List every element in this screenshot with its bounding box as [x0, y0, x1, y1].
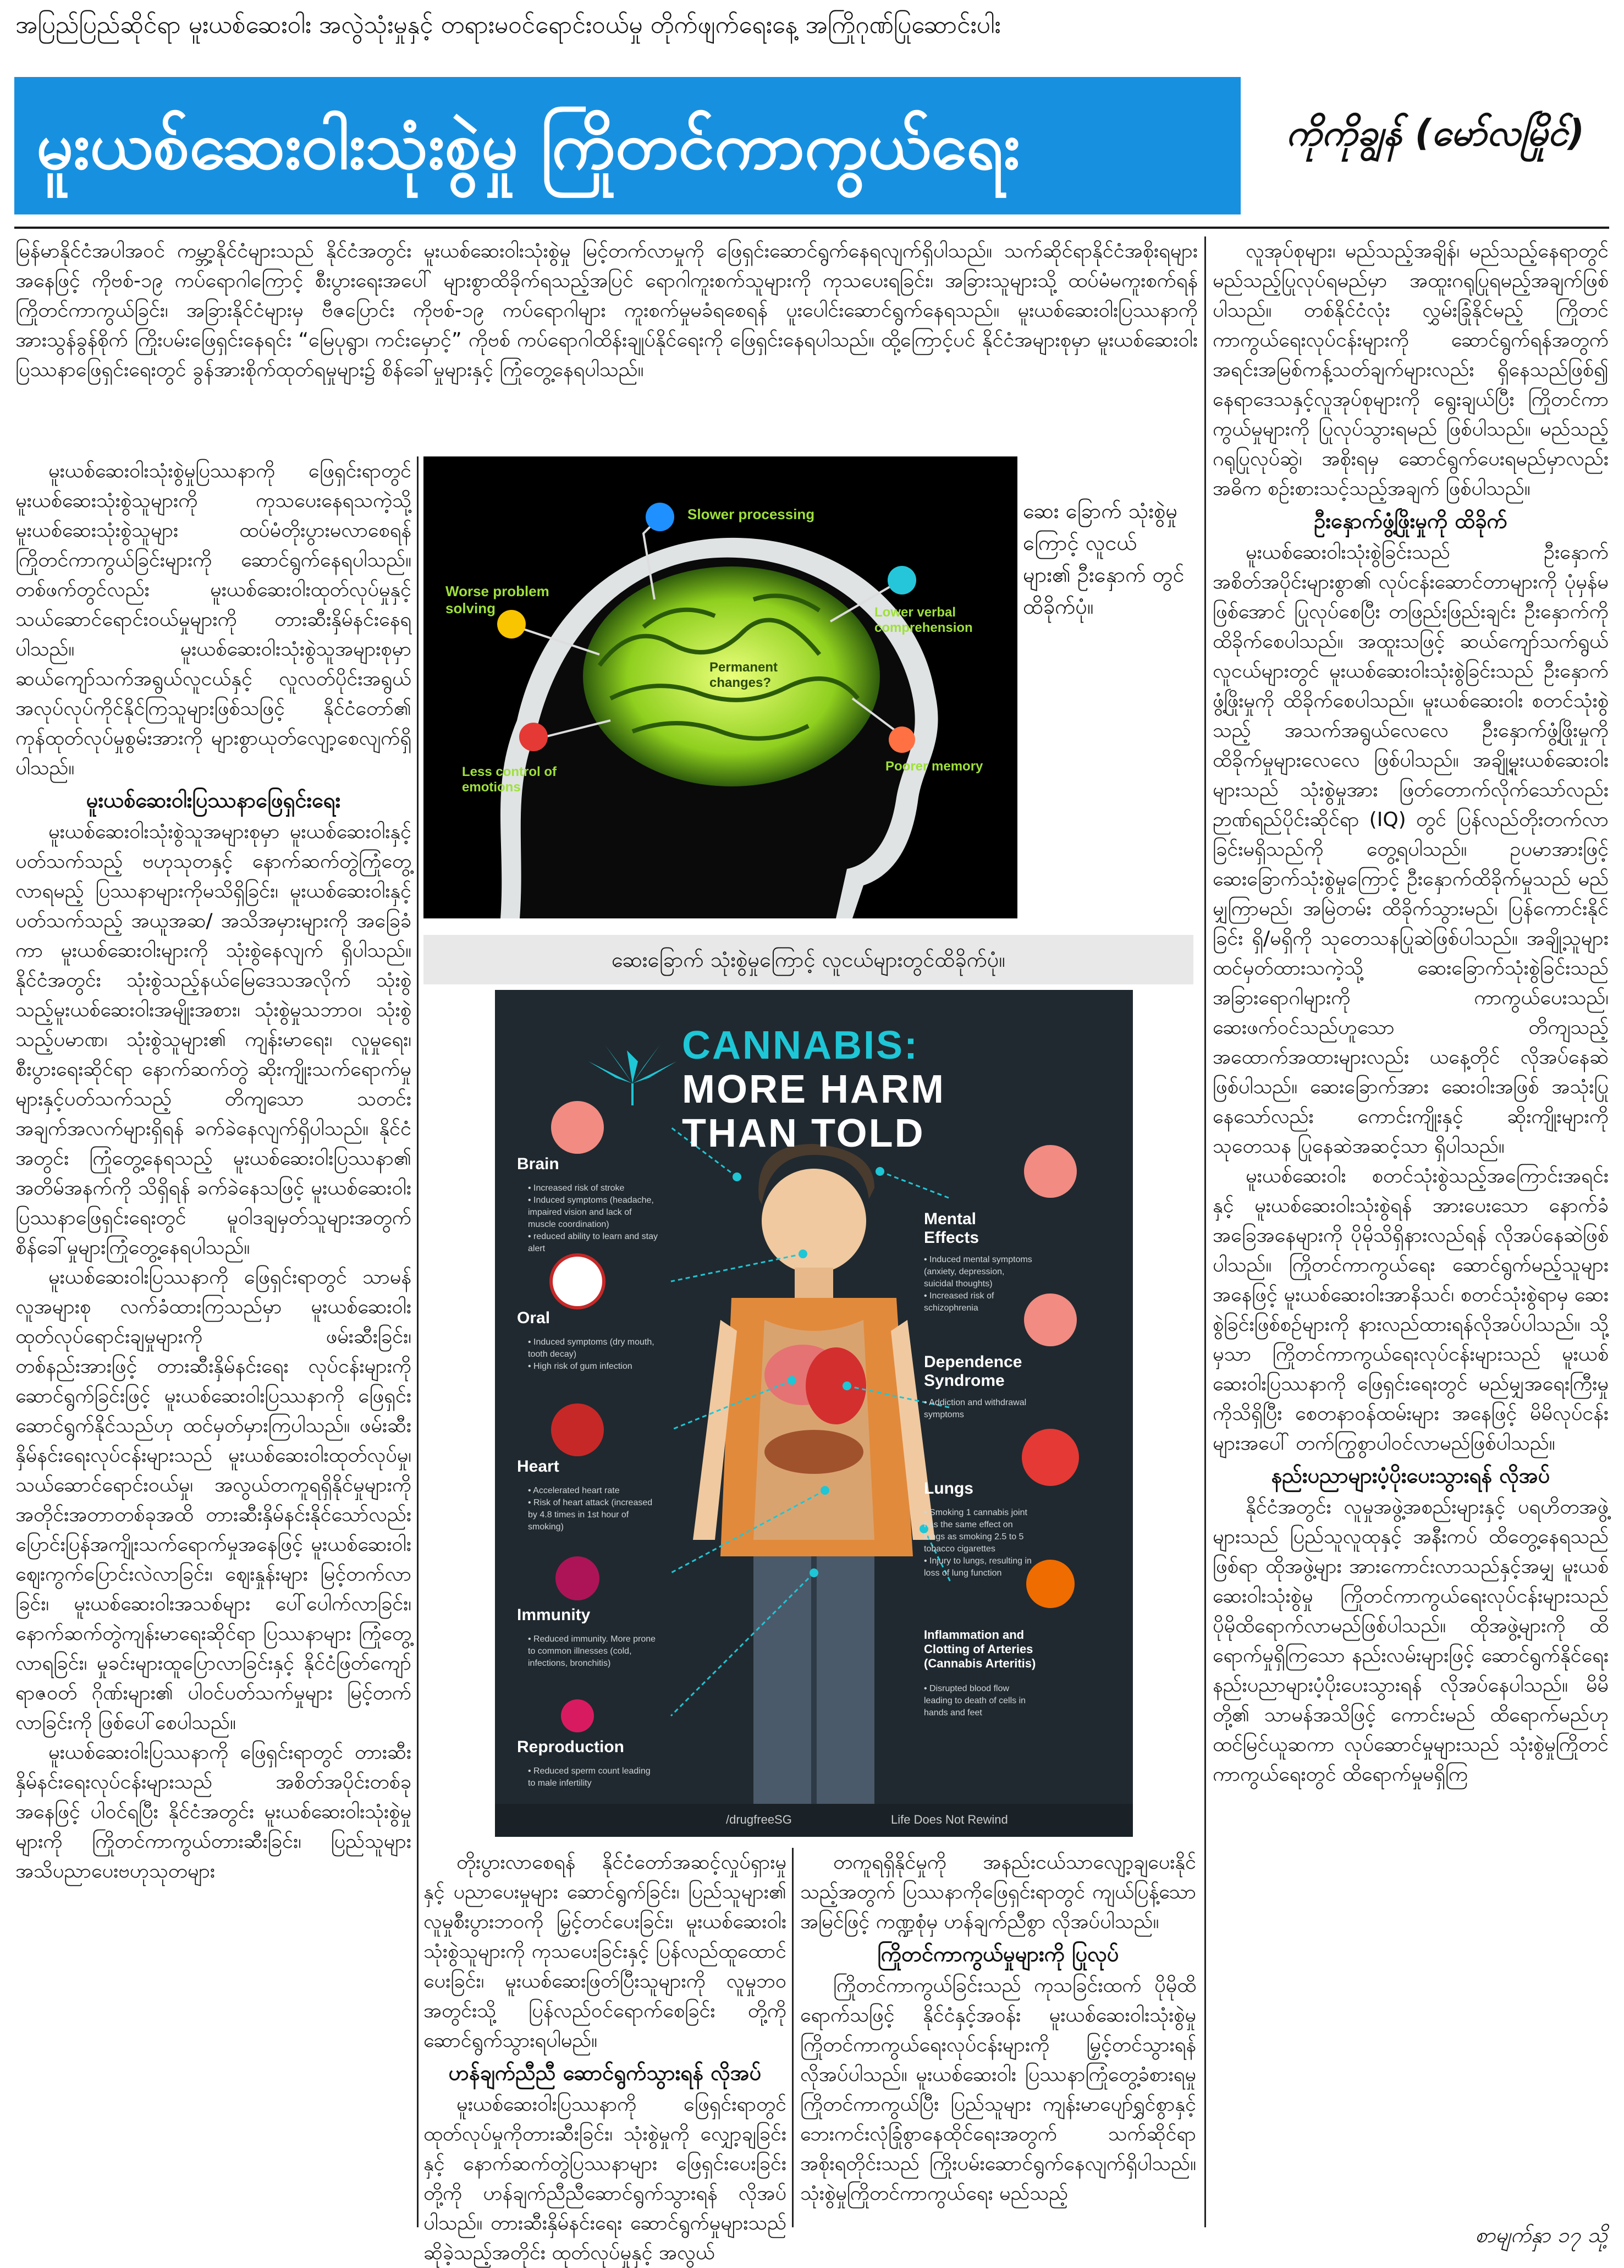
brain-label: Lower verbal comprehension	[874, 605, 973, 635]
poster-section-text: • Accelerated heart rate • Risk of heart attack (increased by 4.8 times in 1st hour of smoking)	[528, 1486, 653, 1532]
col1-p2: မူးယစ်ဆေးဝါးသုံးစွဲသူအများစုမှာ မူးယစ်ဆေးဝါးနှင့်ပတ်သက်သည့် ဗဟုသုတနှင့် နောက်ဆက်တွဲကြုံတွေ့လာရမည့် ပြဿနာများကိုမသိရှိခြင်း၊ မူးယစ်ဆေးဝါးနှင့်ပတ်သက်သည့် အယူအဆ/ အသိအမှားများကို အခြေခံကာ မူးယစ်ဆေးဝါးများကို သုံးစွဲနေလျက် ရှိပါသည်။ နိုင်ငံအတွင်း သုံးစွဲသည့်နယ်မြေဒေသအလိုက် သုံးစွဲသည့်မူးယစ်ဆေးဝါးအမျိုးအစား၊ သုံးစွဲမှုသဘာဝ၊ သုံးစွဲသည့်ပမာဏ၊ သုံးစွဲသူများ၏ ကျန်းမာရေး၊ လူမှုရေး၊ စီးပွားရေးဆိုင်ရာ နောက်ဆက်တွဲ ဆိုးကျိုးသက်ရောက်မှုများနှင့်ပတ်သက်သည့် တိကျသော သတင်းအချက်အလက်များရှိရန် ခက်ခဲနေလျက်ရှိပါသည်။ နိုင်ငံအတွင်း ကြုံတွေ့နေရသည့် မူးယစ်ဆေးဝါးပြဿနာ၏ အတိမ်အနက်ကို သိရှိရန် ခက်ခဲနေသဖြင့် မူးယစ်ဆေးဝါးပြဿနာဖြေရှင်းရေးတွင် မူဝါဒချမှတ်သူများအတွက် စိန်ခေါ်မှုများကြုံတွေ့နေရပါသည်။	[15, 821, 411, 1259]
intro-text: မြန်မာနိုင်ငံအပါအဝင် ကမ္ဘာ့နိုင်ငံများသည် နိုင်ငံအတွင်း မူးယစ်ဆေးဝါးသုံးစွဲမှု မြင့်တက်လာမှုကို ဖြေရှင်းဆောင်ရွက်နေရလျက်ရှိပါသည်။ သက်ဆိုင်ရာနိုင်ငံအစိုးရများအနေဖြင့် ကိုဗစ်-၁၉ ကပ်ရောဂါကြောင့် စီးပွားရေးအပေါ် များစွာထိခိုက်ရသည့်အပြင် ရောဂါကူးစက်သူများကို ကုသပေးရခြင်း၊ အခြားသူများသို့ ထပ်မံမကူးစက်ရန် ကြိုတင်ကာကွယ်ခြင်း၊ အခြားနိုင်ငံများမှ ဗီဇပြောင်း ကိုဗစ်-၁၉ ကပ်ရောဂါများ ကူးစက်မှုမခံရစေရန် ပူးပေါင်းဆောင်ရွက်နေရသည်။ မူးယစ်ဆေးဝါးပြဿနာကို အားသွန်ခွန်စိုက် ကြိုးပမ်းဖြေရှင်းနေရင်း “မြေပုရွာ၊ ကင်းမှောင့်” ကိုဗစ် ကပ်ရောဂါထိန်းချုပ်နိုင်ရေးကို ဖြေရှင်းနေရပါသည်။ ထို့ကြောင့်ပင် နိုင်ငံအများစုမှာ မူးယစ်ဆေးဝါးပြဿနာဖြေရှင်းရေးတွင် ခွန်အားစိုက်ထုတ်ရမှုများ၌ စိန်ခေါ်မှုများနှင့် ကြုံတွေ့နေရပါသည်။	[15, 240, 1198, 381]
column-divider	[792, 1848, 794, 2227]
poster-section-text: • Induced mental symptoms (anxiety, depression, suicidal thoughts) • Increased risk of schizophrenia	[924, 1255, 1032, 1313]
poster-section-text: • Addiction and withdrawal symptoms	[924, 1398, 1027, 1419]
column-divider	[1204, 236, 1206, 2227]
poster-section-title: Inflammation and Clotting of Arteries (Cannabis Arteritis)	[924, 1628, 1036, 1670]
column-mid-right	[800, 1848, 1196, 2233]
col1-p1: မူးယစ်ဆေးဝါးသုံးစွဲမှုပြဿနာကို ဖြေရှင်းရာတွင် မူးယစ်ဆေးသုံးစွဲသူများကို ကုသပေးနေရသကဲ့သို့ မူးယစ်ဆေးသုံးစွဲသူများ ထပ်မံတိုးပွားမလာစေရန် ကြိုတင်ကာကွယ်ခြင်းများကို ဆောင်ရွက်နေရပါသည်။ တစ်ဖက်တွင်လည်း မူးယစ်ဆေးဝါးထုတ်လုပ်မှုနှင့် သယ်ဆောင်ရောင်းဝယ်မှုများကို တားဆီးနှိမ်နင်းနေရပါသည်။ မူးယစ်ဆေးဝါးသုံးစွဲသူအများစုမှာ ဆယ်ကျော်သက်အရွယ်လူငယ်နှင့် လူလတ်ပိုင်းအရွယ် အလုပ်လုပ်ကိုင်နိုင်ကြသူများဖြစ်သဖြင့် နိုင်ငံတော်၏ ကုန်ထုတ်လုပ်မှုစွမ်းအားကို များစွာယုတ်လျော့စေလျက်ရှိပါသည်။	[15, 460, 411, 779]
poster-section-text: • Disrupted blood flow leading to death of cells in hands and feet	[924, 1684, 1026, 1717]
col3-p4: နိုင်ငံအတွင်း လူမှုအဖွဲ့အစည်းများနှင့် ပရဟိတအဖွဲ့များသည် ပြည်သူလူထုနှင့် အနီးကပ် ထိတွေ့နေရသည်ဖြစ်ရာ ထိုအဖွဲ့များ အားကောင်းလာသည်နှင့်အမျှ မူးယစ်ဆေးဝါးသုံးစွဲမှု ကြိုတင်ကာကွယ်ရေးလုပ်ငန်းများသည် ပိုမိုထိရောက်လာမည်ဖြစ်ပါသည်။ ထိုအဖွဲ့များကို ထိရောက်မှုရှိကြသော နည်းလမ်းများဖြင့် ဆောင်ရွက်နိုင်ရေး နည်းပညာများပံ့ပိုးပေးသွားရန် လိုအပ်နေပါသည်။ မိမိတို့၏ သာမန်အသိဖြင့် ကောင်းမည် ထိရောက်မည်ဟု ထင်မြင်ယူဆကာ လုပ်ဆောင်မှုများသည် သုံးစွဲမှုကြိုတင်ကာကွယ်ရေးတွင် ထိရောက်မှုမရှိကြ	[1213, 1496, 1609, 1786]
header-rule	[14, 227, 1609, 229]
mid-p2: မူးယစ်ဆေးဝါးပြဿနာကို ဖြေရှင်းရာတွင် ထုတ်လုပ်မှုကိုတားဆီးခြင်း၊ သုံးစွဲမှုကို လျှော့ချခြင်းနှင့် နောက်ဆက်တွဲပြဿနာများ ဖြေရှင်းပေးခြင်း တို့ကို ဟန်ချက်ညီညီဆောင်ရွက်သွားရန် လိုအပ်ပါသည်။ တားဆီးနှိမ်နင်းရေး ဆောင်ရွက်မှုများသည် ဆိုခဲ့သည့်အတိုင်း ထုတ်လုပ်မှုနှင့် အလွယ်	[423, 2093, 786, 2264]
column-right	[1213, 236, 1609, 2216]
poster-section-text: • Induced symptoms (dry mouth, tooth decay) • High risk of gum infection	[528, 1337, 654, 1371]
poster-section-text: • Smoking 1 cannabis joint has the same effect on lungs as smoking 2.5 to 5 tobacco cigarettes • Injury to lungs, resulting in loss of lung function	[924, 1508, 1032, 1578]
brain-label: Permanent changes?	[709, 660, 778, 690]
mid-p4: ကြိုတင်ကာကွယ်ခြင်းသည် ကုသခြင်းထက် ပိုမိုထိရောက်သဖြင့် နိုင်ငံနှင့်အဝန်း မူးယစ်ဆေးဝါးသုံးစွဲမှု ကြိုတင်ကာကွယ်ရေးလုပ်ငန်းများကို မြှင့်တင်သွားရန် လိုအပ်ပါသည်။ မူးယစ်ဆေးဝါး ပြဿနာကြုံတွေ့ခံစားရမှု ကြိုတင်ကာကွယ်ပြီး ပြည်သူများ ကျန်းမာပျော်ရွှင်စွာနှင့် ဘေးကင်းလုံခြုံစွာနေထိုင်ရေးအတွက် သက်ဆိုင်ရာအစိုးရတိုင်းသည် ကြိုးပမ်းဆောင်ရွက်နေလျက်ရှိပါသည်။ သုံးစွဲမှုကြိုတင်ကာကွယ်ရေး မည်သည့်	[800, 1974, 1196, 2205]
col3-p2: မူးယစ်ဆေးဝါးသုံးစွဲခြင်းသည် ဦးနှောက်အစိတ်အပိုင်းများစွာ၏ လုပ်ငန်းဆောင်တာများကို ပုံမှန်မဖြစ်အောင် ပြုလုပ်စေပြီး တဖြည်းဖြည်းချင်း ဦးနှောက်ကို ထိခိုက်စေပါသည်။ အထူးသဖြင့် ဆယ်ကျော်သက်ရွယ် လူငယ်များတွင် မူးယစ်ဆေးဝါးသုံးစွဲခြင်းသည် ဦးနှောက်ဖွံ့ဖြိုးမှုကို ထိခိုက်စေပါသည်။ မူးယစ်ဆေးဝါး စတင်သုံးစွဲသည့် အသက်အရွယ်လေလေ ဦးနှောက်ဖွံ့ဖြိုးမှုကို ထိခိုက်မှုများလေလေ ဖြစ်ပါသည်။ အချို့မူးယစ်ဆေးဝါးများသည် သုံးစွဲမှုအား ဖြတ်တောက်လိုက်သော်လည်း ဉာဏ်ရည်ပိုင်းဆိုင်ရာ (IQ) တွင် ပြန်လည်တိုးတက်လာခြင်းမရှိသည်ကို တွေ့ရပါသည်။ ဥပမာအားဖြင့် ဆေးခြောက်သုံးစွဲမှုကြောင့် ဦးနှောက်ထိခိုက်မှုသည် မည်မျှကြာမည်၊ အမြဲတမ်း ထိခိုက်သွားမည်၊ ပြန်ကောင်းနိုင်ခြင်း ရှိ/မရှိကို သုတေသနပြုဆဲဖြစ်ပါသည်။ အချို့သူများ ထင်မှတ်ထားသကဲ့သို့ ဆေးခြောက်သုံးစွဲခြင်းသည် အခြားရောဂါများကို ကာကွယ်ပေးသည်၊ ဆေးဖက်ဝင်သည်ဟူသော တိကျသည့် အထောက်အထားများလည်း ယနေ့တိုင် လိုအပ်နေဆဲ ဖြစ်ပါသည်။ ဆေးခြောက်အား ဆေးဝါးအဖြစ် အသုံးပြုနေသော်လည်း ကောင်းကျိုးနှင့် ဆိုးကျိုးများကို သုတေသန ပြုနေဆဲအဆင့်သာ ရှိပါသည်။	[1213, 541, 1609, 1158]
col1-p3: မူးယစ်ဆေးဝါးပြဿနာကို ဖြေရှင်းရာတွင် သာမန်လူအများစု လက်ခံထားကြသည်မှာ မူးယစ်ဆေးဝါးထုတ်လုပ်ရောင်းချမှုများကို ဖမ်းဆီးခြင်း၊ တစ်နည်းအားဖြင့် တားဆီးနှိမ်နင်းရေး လုပ်ငန်းများကို ဆောင်ရွက်ခြင်းဖြင့် မူးယစ်ဆေးဝါးပြဿနာကို ဖြေရှင်းဆောင်ရွက်နိုင်သည်ဟု ထင်မှတ်မှားကြပါသည်။ ဖမ်းဆီးနှိမ်နင်းရေးလုပ်ငန်းများသည် မူးယစ်ဆေးဝါးထုတ်လုပ်မှု၊ သယ်ဆောင်ရောင်းဝယ်မှု၊ အလွယ်တကူရရှိနိုင်မှုများကို အတိုင်းအတာတစ်ခုအထိ တားဆီးနှိမ်နင်းနိုင်သော်လည်း ပြောင်းပြန်အကျိုးသက်ရောက်မှုအနေဖြင့် မူးယစ်ဆေးဝါး ဈေးကွက်ပြောင်းလဲလာခြင်း၊ ဈေးနှုန်းများ မြင့်တက်လာခြင်း၊ မူးယစ်ဆေးဝါးအသစ်များ ပေါ်ပေါက်လာခြင်း၊ နောက်ဆက်တွဲကျန်းမာရေးဆိုင်ရာ ပြဿနာများ ကြုံတွေ့လာရခြင်း၊ မှုခင်းများထူပြောလာခြင်းနှင့် နိုင်ငံဖြတ်ကျော်ရာဇဝတ် ဂိုဏ်းများ၏ ပါဝင်ပတ်သက်မှုများ မြင့်တက်လာခြင်းကို ဖြစ်ပေါ်စေပါသည်။	[15, 1266, 411, 1734]
col1-p4: မူးယစ်ဆေးဝါးပြဿနာကို ဖြေရှင်းရာတွင် တားဆီးနှိမ်နင်းရေးလုပ်ငန်းများသည် အစိတ်အပိုင်းတစ်ခုအနေဖြင့် ပါဝင်ရပြီး နိုင်ငံအတွင်း မူးယစ်ဆေးဝါးသုံးစွဲမှုများကို ကြိုတင်ကာကွယ်တားဆီးခြင်း၊ ပြည်သူများအသိပညာပေးဗဟုသုတများ	[15, 1741, 411, 1882]
poster-section-title: Immunity	[517, 1606, 591, 1624]
poster-title-2: MORE HARM	[682, 1067, 945, 1111]
poster-section-title: Brain	[517, 1155, 559, 1173]
col3-heading: ဦးနှောက်ဖွံ့ဖြိုးမှုကို ထိခိုက်	[1314, 509, 1507, 533]
poster-section-text: • Reduced immunity. More prone to common illnesses (cold, infections, bronchitis)	[528, 1634, 656, 1668]
col3-p1: လူအုပ်စုများ၊ မည်သည့်အချိန်၊ မည်သည့်နေရာတွင် မည်သည့်ပြုလုပ်ရမည်မှာ အထူးဂရုပြုရမည့်အချက်ဖြစ်ပါသည်။ တစ်နိုင်ငံလုံး လွှမ်းခြုံနိုင်မည့် ကြိုတင်ကာကွယ်ရေးလုပ်ငန်းများကို ဆောင်ရွက်ရန်အတွက် အရင်းအမြစ်ကန့်သတ်ချက်များလည်း ရှိနေသည်ဖြစ်၍ နေရာဒေသနှင့်လူအုပ်စုများကို ရွေးချယ်ပြီး ကြိုတင်ကာကွယ်မှုများကို ပြုလုပ်သွားရမည် ဖြစ်ပါသည်။ မည်သည့်ဂရုပြုလုပ်ဆွဲ၊ အစိုးရမှ ဆောင်ရွက်ပေးရမည်မှာလည်း အဓိက စဉ်းစားသင့်သည့်အချက် ဖြစ်ပါသည်။	[1213, 240, 1609, 500]
headline-banner: မူးယစ်ဆေးဝါးသုံးစွဲမှု ကြိုတင်ကာကွယ်ရေး	[14, 77, 1241, 214]
poster-section-title: Lungs	[924, 1479, 973, 1498]
poster-section-text: • Reduced sperm count leading to male infertility	[528, 1766, 651, 1788]
col1-heading: မူးယစ်ဆေးဝါးပြဿနာဖြေရှင်းရေး	[86, 788, 341, 812]
mid-p1: တိုးပွားလာစေရန် နိုင်ငံတော်အဆင့်လှုပ်ရှားမှုနှင့် ပညာပေးမှုများ ဆောင်ရွက်ခြင်း၊ ပြည်သူများ၏ လူမှုစီးပွားဘဝကို မြှင့်တင်ပေးခြင်း၊ မူးယစ်ဆေးဝါး သုံးစွဲသူများကို ကုသပေးခြင်းနှင့် ပြန်လည်ထူထောင်ပေးခြင်း၊ မူးယစ်ဆေးဖြတ်ပြီးသူများကို လူမှုဘဝအတွင်းသို့ ပြန်လည်ဝင်ရောက်စေခြင်း တို့ကို ဆောင်ရွက်သွားရပါမည်။	[423, 1851, 786, 2052]
kicker: အပြည်ပြည်ဆိုင်ရာ မူးယစ်ဆေးဝါး အလွဲသုံးမှုနှင့် တရားမဝင်ရောင်းဝယ်မှု တိုက်ဖျက်ရေးနေ့ အကြိုဂုဏ်ပြုဆောင်းပါး	[15, 11, 1001, 39]
brain-caption: ဆေး ခြောက် သုံးစွဲမှု ကြောင့် လူငယ် များ၏ ဦးနှောက် တွင် ထိခိုက်ပုံ။	[1023, 499, 1185, 619]
poster-title-3: THAN TOLD	[682, 1111, 925, 1155]
poster-section-title: Oral	[517, 1309, 550, 1327]
continued-note: စာမျက်နှာ ၁၇ သို့	[1475, 2223, 1608, 2247]
brain-label: Slower processing	[687, 506, 815, 522]
byline: ကိုကိုချွန် (မော်လမြိုင်)	[1286, 112, 1585, 154]
poster-footer-handle: /drugfreeSG	[726, 1813, 792, 1826]
poster-footer-slogan: Life Does Not Rewind	[891, 1813, 1008, 1826]
poster-section-title: Mental Effects	[924, 1210, 979, 1247]
brain-label: Less control of emotions	[462, 764, 557, 795]
brain-label: Poorer memory	[885, 759, 983, 774]
column-left	[15, 456, 411, 2233]
intro-paragraph	[15, 236, 1198, 456]
mid-heading: ကြိုတင်ကာကွယ်မှုများကို ပြုလုပ်	[877, 1942, 1119, 1966]
poster-title-1: CANNABIS:	[682, 1023, 919, 1067]
poster-section-title: Reproduction	[517, 1738, 624, 1756]
col3-p3: မူးယစ်ဆေးဝါး စတင်သုံးစွဲသည့်အကြောင်းအရင်းနှင့် မူးယစ်ဆေးဝါးသုံးစွဲရန် အားပေးသော နောက်ခံအခြေအနေများကို ပိုမိုသိရှိနားလည်ရန် လိုအပ်နေဆဲဖြစ်ပါသည်။ ကြိုတင်ကာကွယ်ရေး ဆောင်ရွက်မည့်သူများအနေဖြင့် မူးယစ်ဆေးဝါးအာနိသင်၊ စတင်သုံးစွဲရာမှ ဆေးစွဲခြင်းဖြစ်စဉ်များကို နားလည်ထားရန်လိုအပ်ပါသည်။ သို့မှသာ ကြိုတင်ကာကွယ်ရေးလုပ်ငန်းများသည် မူးယစ်ဆေးဝါးပြဿနာကို ဖြေရှင်းရေးတွင် မည်မျှအရေးကြီးမှုကိုသိရှိပြီး စေတနာဝန်ထမ်းများ အနေဖြင့် မိမိလုပ်ငန်းများအပေါ် တက်ကြွစွာပါဝင်လာမည်ဖြစ်ပါသည်။	[1213, 1165, 1609, 1455]
brain-label: Worse problem solving	[445, 583, 549, 616]
cannabis-poster	[495, 990, 1133, 1837]
poster-section-title: Dependence Syndrome	[924, 1353, 1022, 1390]
mid-heading: ဟန်ချက်ညီညီ ဆောင်ရွက်သွားရန် လိုအပ်	[448, 2061, 762, 2085]
poster-section-title: Heart	[517, 1457, 559, 1476]
poster-section-text: • Increased risk of stroke • Induced symptoms (headache, impaired vision and lack of muscle coordination) • reduced ability to learn and stay alert	[528, 1183, 658, 1253]
brain-illustration	[423, 456, 1017, 918]
column-mid-left	[423, 1848, 786, 2264]
col3-heading: နည်းပညာများပံ့ပိုးပေးသွားရန် လိုအပ်	[1271, 1463, 1550, 1488]
mid-p3: တကူရရှိနိုင်မှုကို အနည်းငယ်သာလျော့ချပေးနိုင်သည့်အတွက် ပြဿနာကိုဖြေရှင်းရာတွင် ကျယ်ပြန့်သော အမြင်ဖြင့် ကဏ္ဍစုံမှ ဟန်ချက်ညီစွာ လိုအပ်ပါသည်။	[800, 1851, 1196, 1933]
poster-caption: ဆေးခြောက် သုံးစွဲမှုကြောင့် လူငယ်များတွင်ထိခိုက်ပုံ။	[423, 935, 1193, 984]
column-divider	[417, 456, 419, 2227]
